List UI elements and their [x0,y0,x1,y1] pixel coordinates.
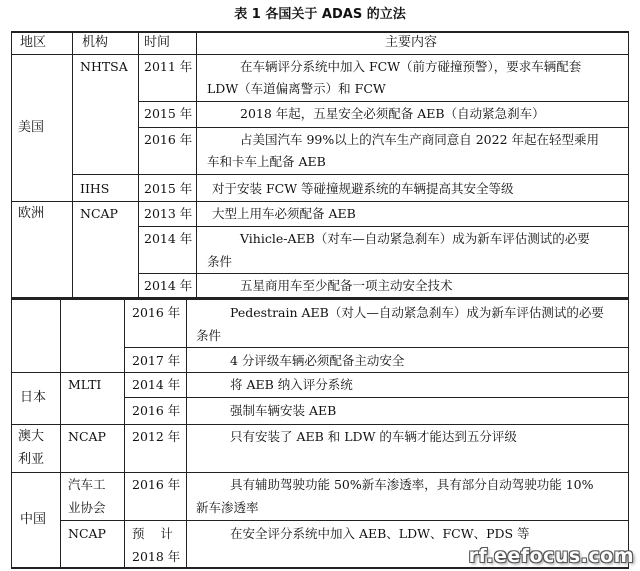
col-rule [11,299,12,569]
row-content-line2: 条件 [207,254,233,269]
row-content-line1: 具有辅助驾驶功能 50%新车渗透率，具有部分自动驾驶功能 10% [230,477,594,492]
row-time: 2016 年 [132,477,181,492]
row-time: 2015 年 [144,181,193,196]
region-divider [11,201,629,202]
row-content-line1: 4 分评级车辆必须配备主动安全 [230,353,405,368]
table-bottom-rule [11,567,629,569]
row-time: 2011 年 [144,59,193,74]
region-divider [11,372,629,373]
row-content-line1: 在安全评分系统中加入 AEB、LDW、FCW、PDS 等 [230,526,530,541]
org-iihs: IIHS [80,181,110,196]
region-divider [11,424,629,425]
region-jp: 日本 [20,390,47,405]
row-time: 2016 年 [132,305,181,320]
page-break-rule-2 [11,299,629,300]
row-content-line2: 车和卡车上配备 AEB [207,154,326,169]
row-content-line1: Pedestrain AEB（对人—自动紧急刹车）成为新车评估测试的必要 [230,305,604,320]
org-mlti: MLTI [68,377,102,392]
row-divider [124,347,629,348]
row-time: 2017 年 [132,353,181,368]
row-content-line1: 强制车辆安装 AEB [230,403,337,418]
row-divider [138,226,629,227]
row-divider [138,273,629,274]
row-content-line1: 2018 年起，五星安全必须配备 AEB（自动紧急刹车） [240,106,545,121]
row-time: 2016 年 [144,132,193,147]
row-time-line2: 2018 年 [132,549,181,564]
col-rule [72,31,73,299]
header-content: 主要内容 [385,35,438,50]
row-divider [60,520,629,521]
col-rule [628,31,629,299]
row-time: 2016 年 [132,403,181,418]
region-cn: 中国 [20,512,47,527]
row-content-line1: 对于安装 FCW 等碰撞规避系统的车辆提高其安全等级 [212,181,514,196]
header-org: 机构 [82,35,109,50]
table-top-rule [11,31,629,33]
row-time: 2014 年 [132,377,181,392]
col-rule [138,31,139,299]
row-content-line2: LDW（车道偏离警示）和 FCW [207,81,386,96]
row-time: 2014 年 [144,231,193,246]
region-divider [11,472,629,473]
col-rule [628,299,629,569]
region-eu: 欧洲 [18,206,45,221]
col-rule [11,31,12,299]
table-caption: 表 1 各国关于 ADAS 的立法 [234,7,406,22]
header-region: 地区 [20,35,47,50]
org-ncap-au: NCAP [68,429,106,444]
row-divider [72,174,629,175]
header-time: 时间 [144,35,171,50]
region-us: 美国 [18,120,45,135]
row-time: 2012 年 [132,429,181,444]
row-time-line1: 预 计 [132,526,173,541]
row-content-line1: 五星商用车至少配备一项主动安全技术 [240,278,453,293]
row-content-line1: 只有安装了 AEB 和 LDW 的车辆才能达到五分评级 [230,429,517,444]
header-rule [11,54,629,55]
row-divider [124,397,629,398]
org-ncap-eu: NCAP [80,206,118,221]
region-au-line2: 利亚 [18,452,45,467]
region-au-line1: 澳大 [18,429,45,444]
row-content-line1: 大型上用车必须配备 AEB [212,206,356,221]
row-content-line2: 条件 [196,328,222,343]
col-rule [196,31,197,299]
org-cn-auto-line1: 汽车工 [68,477,106,492]
org-cn-auto-line2: 业协会 [68,500,106,515]
org-nhtsa: NHTSA [80,59,128,74]
watermark-text: rf.eefocus.com [468,545,634,567]
row-content-line2: 新车渗透率 [196,500,259,515]
org-ncap-cn: NCAP [68,526,106,541]
row-divider [138,101,629,102]
row-content-line1: Vihicle-AEB（对车—自动紧急刹车）成为新车评估测试的必要 [240,231,590,246]
col-rule [60,299,61,569]
col-rule [124,299,125,569]
row-time: 2015 年 [144,106,193,121]
row-content-line1: 在车辆评分系统中加入 FCW（前方碰撞预警），要求车辆配套 [240,59,582,74]
row-time: 2014 年 [144,278,193,293]
row-divider [138,127,629,128]
row-content-line1: 占美国汽车 99%以上的汽车生产商同意自 2022 年起在轻型乘用 [240,132,600,147]
row-time: 2013 年 [144,206,193,221]
row-content-line1: 将 AEB 纳入评分系统 [230,377,353,392]
col-rule [186,299,187,569]
